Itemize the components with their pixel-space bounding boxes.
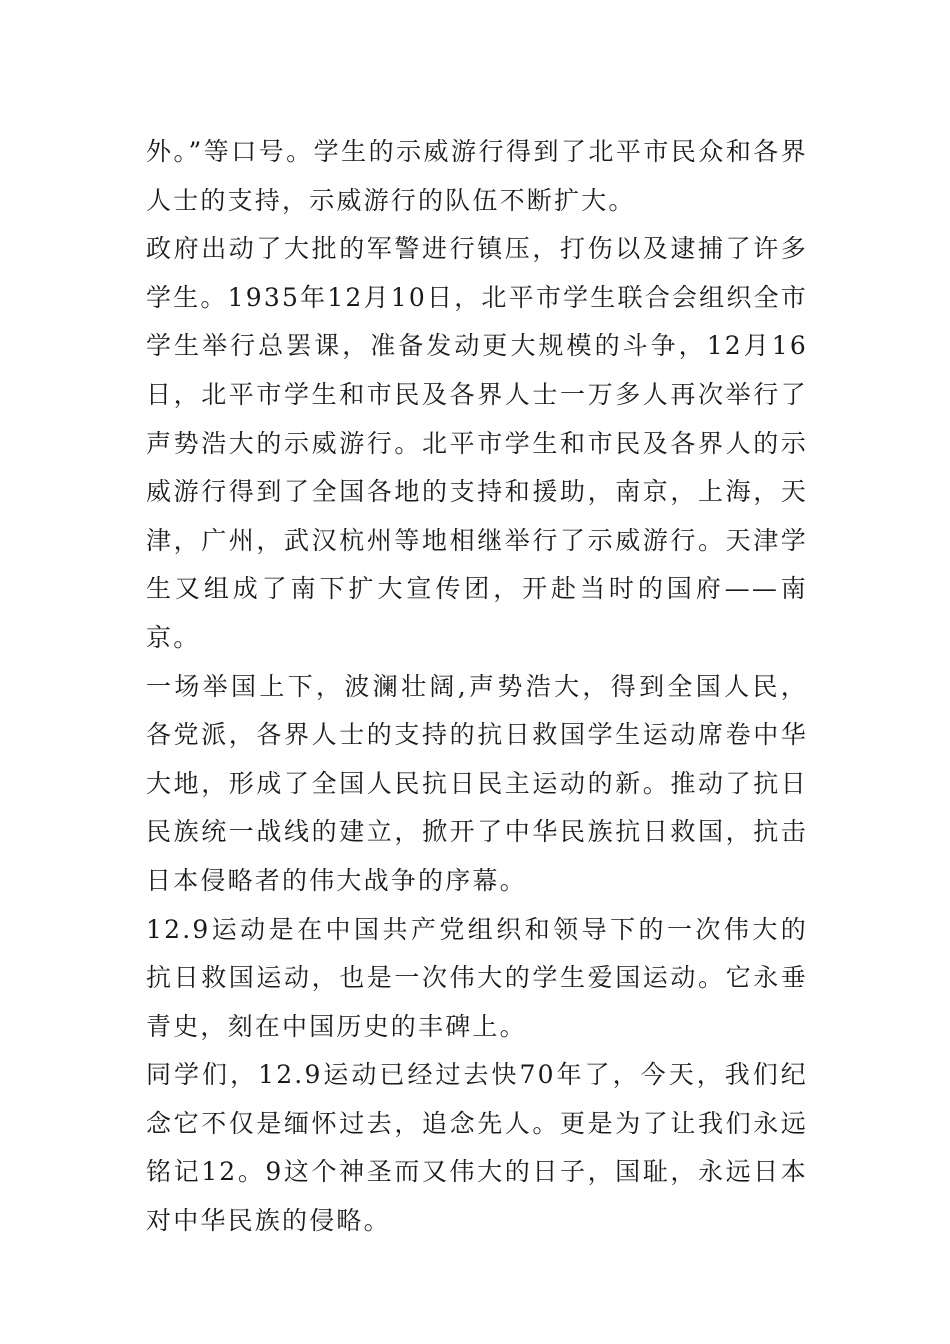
paragraph-4: 12.9运动是在中国共产党组织和领导下的一次伟大的抗日救国运动，也是一次伟大的学生爱国运动。它永垂青史，刻在中国历史的丰碑上。: [146, 914, 808, 1041]
paragraph-5: 同学们，12.9运动已经过去快70年了，今天，我们纪念它不仅是缅怀过去，追念先人。更是为了让我们永远铭记12。9这个神圣而又伟大的日子，国耻，永远日本对中华民族的侵略。: [146, 1060, 808, 1236]
document-body: [146, 128, 808, 1246]
paragraph-1: 外。”等口号。学生的示威游行得到了北平市民众和各界人士的支持，示威游行的队伍不断扩大。: [146, 137, 808, 215]
paragraph-2: 政府出动了大批的军警进行镇压，打伤以及逮捕了许多学生。1935年12月10日，北平市学生联合会组织全市学生举行总罢课，准备发动更大规模的斗争，12月16日，北平市学生和市民及各界人士一万多人再次举行了声势浩大的示威游行。北平市学生和市民及各界人的示威游行得到了全国各地的支持和援助，南京，上海，天津，广州，武汉杭州等地相继举行了示威游行。天津学生又组成了南下扩大宣传团，开赴当时的国府——南京。: [146, 234, 808, 652]
paragraph-3: 一场举国上下，波澜壮阔,声势浩大，得到全国人民，各党派，各界人士的支持的抗日救国学生运动席卷中华大地，形成了全国人民抗日民主运动的新。推动了抗日民族统一战线的建立，掀开了中华民族抗日救国，抗击日本侵略者的伟大战争的序幕。: [146, 671, 808, 895]
